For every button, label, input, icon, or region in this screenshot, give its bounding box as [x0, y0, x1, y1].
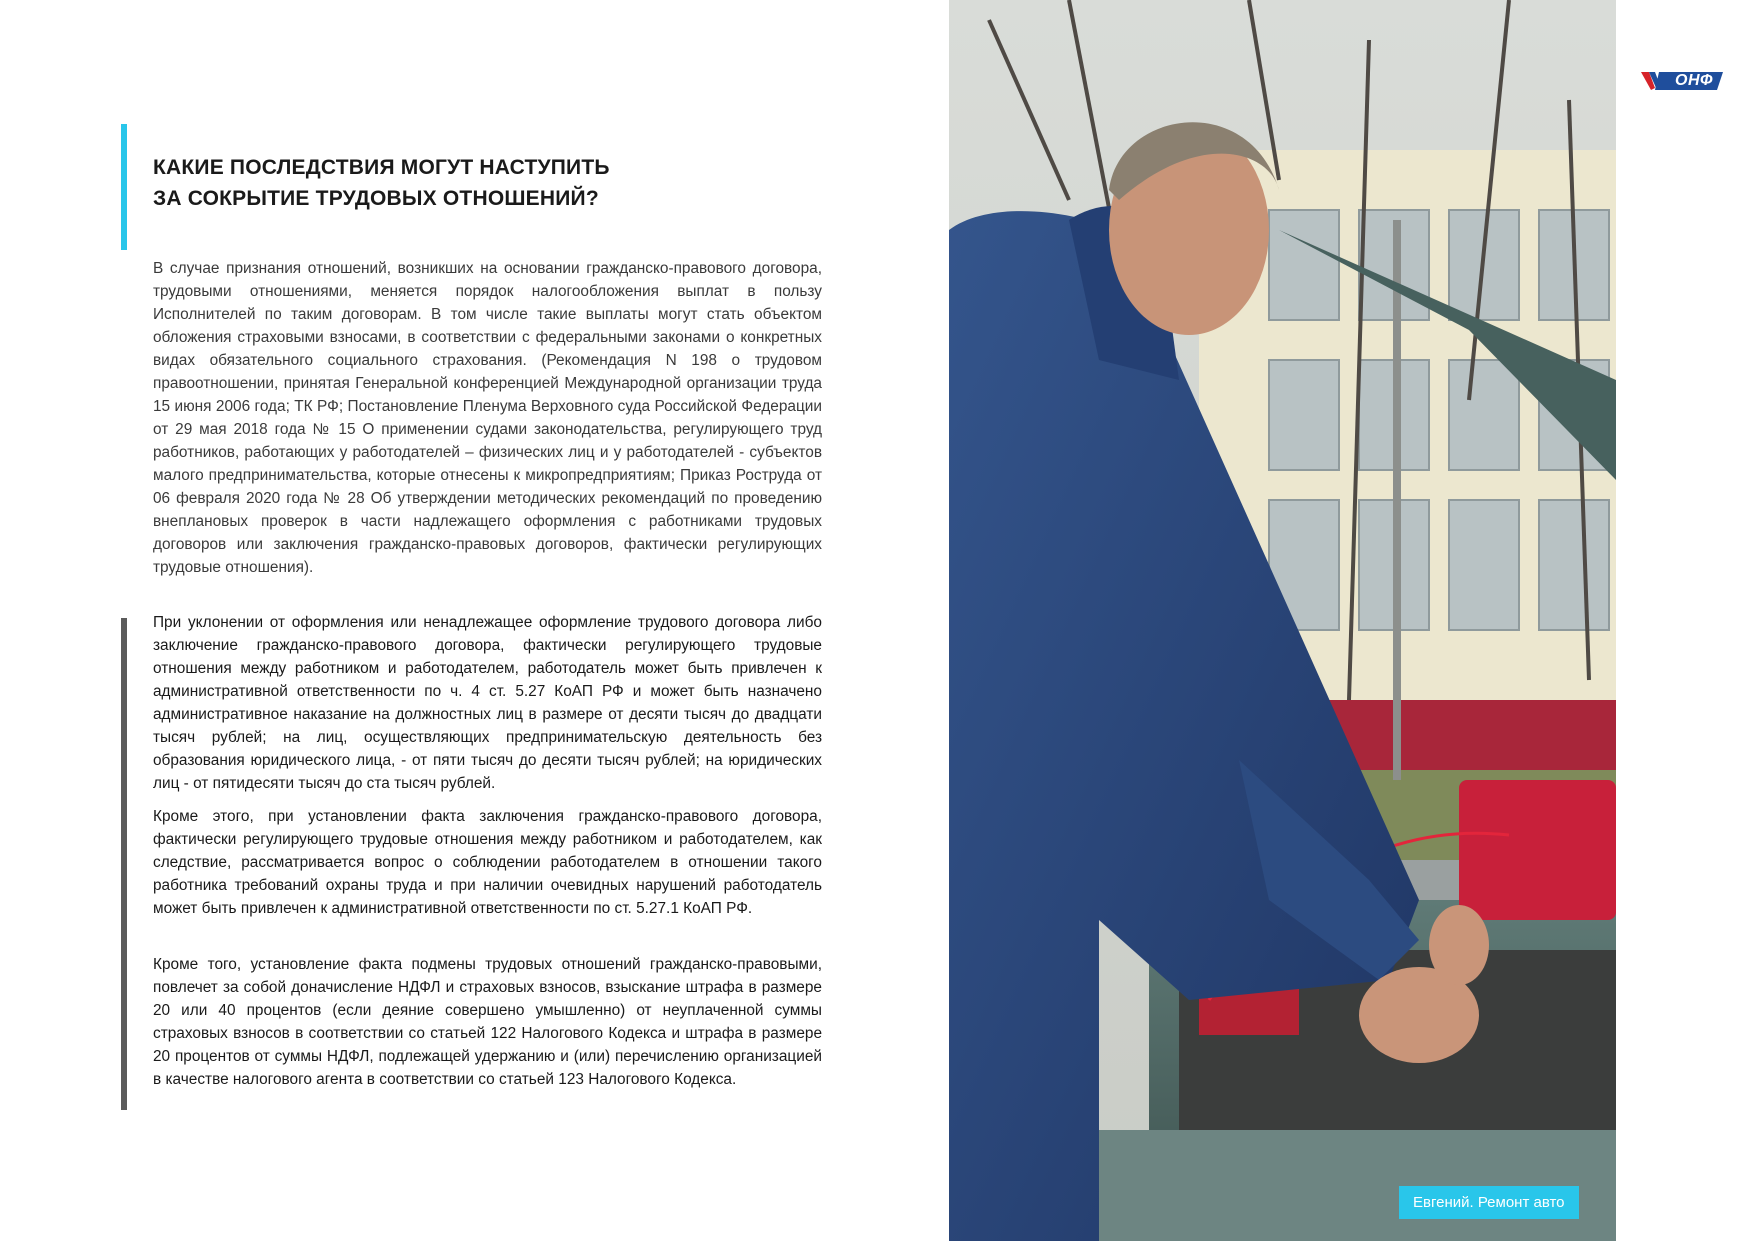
intro-paragraph: В случае признания отношений, возникших на основании гражданско-правового договора, трудовыми отношениями, меняется порядок налогообложения выплат в пользу Исполнителей по таким договорам. В том числе такие выплаты могут стать объектом обложения страховыми взносами, в соответствии с федеральными законами о конкретных видах обязательного социального страхования. (Рекомендация N 198 о трудовом правоотношении, принятая Генеральной конференцией Международной организации труда 15 июня 2006 года; ТК РФ; Постановление Пленума Верховного суда Российской Федерации от 29 мая 2018 года № 15 О применении судами законодательства, регулирующего труд работников, работающих у работодателей – физических лиц и у работодателей - субъектов малого предпринимательства, которые отнесены к микропредприятиям; Приказ Роструда от 06 февраля 2020 года № 28 Об утверждении методических рекомендаций по проведению внеплановых проверок в части надлежащего оформления с работниками трудовых договоров или заключения гражданско-правовых договоров, фактически регулирующих трудовые отношения).: [153, 260, 822, 576]
logo-text: ОНФ: [1675, 72, 1713, 89]
photo-caption: Евгений. Ремонт авто: [1399, 1186, 1579, 1219]
page-title: [153, 152, 853, 214]
penalty-paragraph: При уклонении от оформления или ненадлежащее оформление трудового договора либо заключение гражданско-правового договора, фактически регулирующего трудовые отношения между работником и работодателем, работодатель может быть привлечен к административной ответственности по ч. 4 ст. 5.27 КоАП РФ и может быть назначено административное наказание на должностных лиц в размере от десяти тысяч до двадцати тысяч рублей; на лиц, осуществляющих предпринимательскую деятельность без образования юридического лица, - от пяти тысяч до десяти тысяч рублей; на юридических лиц - от пятидесяти тысяч до ста тысяч рублей.: [153, 614, 822, 792]
page-title-line-2: ЗА СОКРЫТИЕ ТРУДОВЫХ ОТНОШЕНИЙ?: [153, 187, 599, 210]
tax-paragraph: Кроме того, установление факта подмены трудовых отношений гражданско-правовыми, повлечет за собой доначисление НДФЛ и страховых взносов, взыскание штрафа в размере 20 или 40 процентов (если деяние совершено умышленно) от неуплаченной суммы страховых взносов в соответствии со статьей 122 Налогового Кодекса и штрафа в размере 20 процентов от суммы НДФЛ, подлежащей удержанию и (или) перечислению организацией в качестве налогового агента в соответствии со статьей 123 Налогового Кодекса.: [153, 956, 822, 1088]
highlight-side-bar: [121, 618, 127, 1110]
labor-safety-paragraph: Кроме этого, при установлении факта заключения гражданско-правового договора, фактически регулирующего трудовые отношения между работником и работодателем, как следствие, рассматривается вопрос о соблюдении работодателем в отношении такого работника требований охраны труда и при наличии очевидных нарушений работодатель может быть привлечен к административной ответственности по ст. 5.27.1 КоАП РФ.: [153, 808, 822, 917]
mechanic-photo: [949, 0, 1616, 1241]
page-title-line-1: КАКИЕ ПОСЛЕДСТВИЯ МОГУТ НАСТУПИТЬ: [153, 156, 610, 179]
heading-accent-bar: [121, 124, 127, 250]
onf-logo: [1641, 70, 1723, 92]
